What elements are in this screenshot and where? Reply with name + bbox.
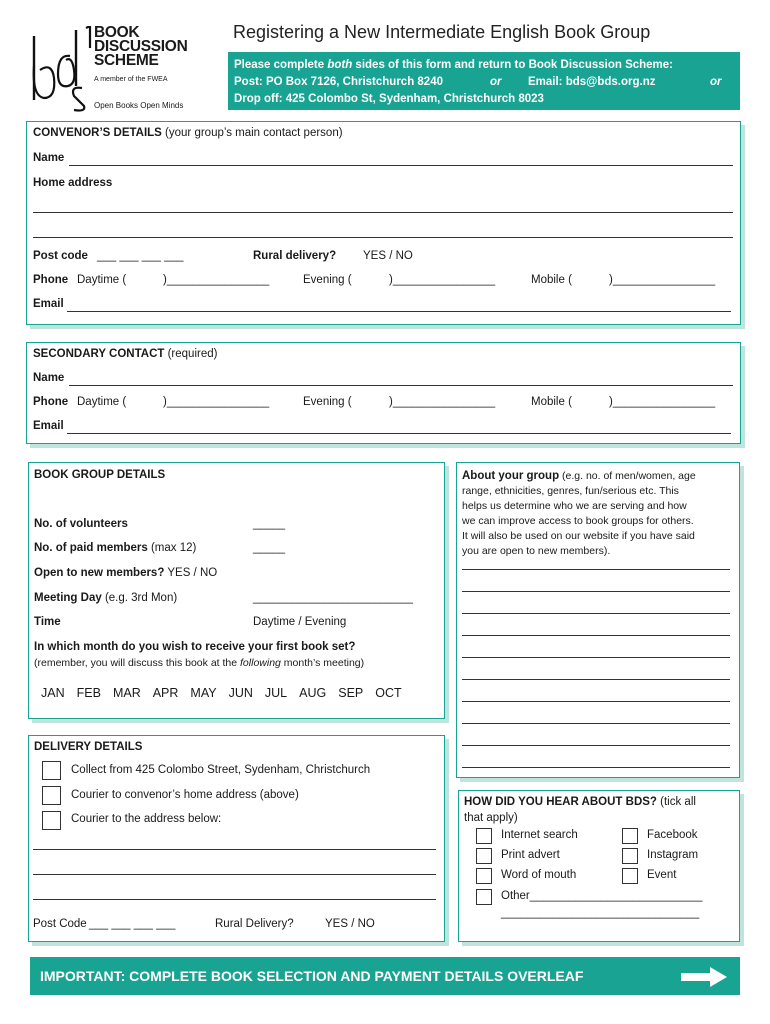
instructions-email: Email: bds@bds.org.nz xyxy=(528,76,656,88)
about-group-section xyxy=(456,462,740,778)
about-field[interactable] xyxy=(462,569,730,570)
home-address-label: Home address xyxy=(33,177,113,189)
email-label: Email xyxy=(33,298,64,310)
evening-label: Evening ( xyxy=(303,396,352,408)
about-group-text xyxy=(462,469,696,559)
volunteers-field[interactable]: _____ xyxy=(253,518,285,530)
about-field[interactable] xyxy=(462,613,730,614)
hear-heading-note: (tick all xyxy=(656,796,696,808)
convenor-heading xyxy=(33,127,343,139)
delivery-address-field[interactable] xyxy=(33,849,436,850)
important-footer xyxy=(30,957,740,995)
logo-name-line: SCHEME xyxy=(94,52,159,69)
month-option[interactable]: MAR xyxy=(112,686,141,700)
how-did-you-hear-section xyxy=(458,790,740,942)
about-heading: About your group xyxy=(462,470,560,482)
hear-heading xyxy=(464,796,696,808)
month-option[interactable]: JUN xyxy=(228,686,253,700)
reminder-text: (remember, you will discuss this book at the xyxy=(34,657,241,669)
footer-text: IMPORTANT: COMPLETE BOOK SELECTION AND PAYMENT DETAILS OVERLEAF xyxy=(40,968,584,984)
hear-other-field[interactable]: ___________________________ xyxy=(529,890,703,902)
about-field[interactable] xyxy=(462,723,730,724)
phone-label: Phone xyxy=(33,396,69,408)
name-field[interactable] xyxy=(69,165,733,166)
logo-name xyxy=(94,26,187,68)
hear-checkbox[interactable] xyxy=(476,868,492,884)
bds-logo-mark xyxy=(30,26,92,112)
daytime-label: Daytime ( xyxy=(77,396,127,408)
name-label: Name xyxy=(33,372,65,384)
month-option[interactable]: SEP xyxy=(338,686,364,700)
section-note: (required) xyxy=(164,348,218,360)
volunteers-label: No. of volunteers xyxy=(34,518,128,530)
secondary-contact-section xyxy=(26,342,741,444)
about-line: (e.g. no. of men/women, age xyxy=(559,470,696,482)
section-note: (your group’s main contact person) xyxy=(161,127,343,139)
label-text: Meeting Day xyxy=(34,592,102,604)
label-note: (e.g. 3rd Mon) xyxy=(101,592,178,604)
page-title: Registering a New Intermediate English Book Group xyxy=(233,22,651,42)
instructions-or: or xyxy=(710,76,722,88)
about-field[interactable] xyxy=(462,701,730,702)
logo-name-line: DISCUSSION xyxy=(94,38,188,55)
delivery-post-code-field[interactable]: ___ ___ ___ ___ xyxy=(89,918,176,930)
hear-option: Instagram xyxy=(647,849,699,861)
logo-name-line: BOOK xyxy=(94,24,140,41)
hear-option: Event xyxy=(647,869,677,881)
reminder-text: month’s meeting) xyxy=(280,657,365,669)
secondary-heading xyxy=(33,348,217,360)
hear-option-other xyxy=(501,890,702,902)
paid-members-field[interactable]: _____ xyxy=(253,542,285,554)
delivery-checkbox[interactable] xyxy=(42,811,61,830)
daytime-phone-field[interactable]: )________________ xyxy=(163,274,270,286)
label-text: Open to new members? xyxy=(34,567,165,579)
rural-delivery-label: Rural delivery? xyxy=(253,250,337,262)
month-option[interactable]: JUL xyxy=(264,686,288,700)
hear-option: Facebook xyxy=(647,829,698,841)
about-line: we can improve access to book groups for others. xyxy=(462,515,694,527)
month-option[interactable]: MAY xyxy=(190,686,217,700)
mobile-phone-field[interactable]: )________________ xyxy=(609,274,716,286)
logo-member-text: A member of the FWEA xyxy=(94,76,168,83)
instructions-emphasis: both xyxy=(327,59,353,71)
meeting-day-field[interactable]: _________________________ xyxy=(253,592,413,604)
evening-phone-field[interactable]: )________________ xyxy=(389,396,496,408)
post-code-label: Post code xyxy=(33,250,88,262)
paid-members-label xyxy=(34,542,196,554)
instructions-line-1 xyxy=(234,59,673,71)
hear-heading-note-2: that apply) xyxy=(464,812,518,824)
delivery-address-field[interactable] xyxy=(33,874,436,875)
hear-option: Print advert xyxy=(501,849,560,861)
daytime-phone-field[interactable]: )________________ xyxy=(163,396,270,408)
about-line: helps us determine who we are serving and how xyxy=(462,500,687,512)
book-group-heading: BOOK GROUP DETAILS xyxy=(34,469,166,481)
hear-checkbox[interactable] xyxy=(622,828,638,844)
delivery-post-code-label: Post Code xyxy=(33,918,87,930)
month-option[interactable]: FEB xyxy=(76,686,101,700)
about-line: It will also be used on our website if you have said xyxy=(462,530,695,542)
instructions-dropoff: Drop off: 425 Colombo St, Sydenham, Christchurch 8023 xyxy=(234,93,544,105)
hear-checkbox[interactable] xyxy=(622,848,638,864)
hear-option: Word of mouth xyxy=(501,869,577,881)
instructions-or: or xyxy=(490,76,502,88)
month-option[interactable]: JAN xyxy=(41,686,65,700)
email-label: Email xyxy=(33,420,64,432)
delivery-rural-options[interactable]: YES / NO xyxy=(325,918,375,930)
label-text: No. of paid members xyxy=(34,542,148,554)
phone-label: Phone xyxy=(33,274,69,286)
hear-checkbox[interactable] xyxy=(476,828,492,844)
delivery-checkbox[interactable] xyxy=(42,786,61,805)
delivery-address-field[interactable] xyxy=(33,899,436,900)
delivery-checkbox[interactable] xyxy=(42,761,61,780)
first-set-question: In which month do you wish to receive your first book set? xyxy=(34,641,356,653)
month-option[interactable]: AUG xyxy=(299,686,327,700)
instructions-text: sides of this form and return to Book Discussion Scheme: xyxy=(352,59,674,71)
time-label: Time xyxy=(34,616,61,628)
home-address-field[interactable] xyxy=(33,237,733,238)
about-field[interactable] xyxy=(462,635,730,636)
about-field[interactable] xyxy=(462,679,730,680)
hear-checkbox[interactable] xyxy=(622,868,638,884)
about-field[interactable] xyxy=(462,767,730,768)
secondary-name-field[interactable] xyxy=(69,385,733,386)
label-note: (max 12) xyxy=(147,542,197,554)
instructions-banner xyxy=(228,52,740,110)
hear-heading-text: HOW DID YOU HEAR ABOUT BDS? xyxy=(464,796,657,808)
about-line: range, ethnicities, genres, fun/serious etc. This xyxy=(462,485,679,497)
instructions-post: Post: PO Box 7126, Christchurch 8240 xyxy=(234,76,443,88)
daytime-label: Daytime ( xyxy=(77,274,127,286)
mobile-phone-field[interactable]: )________________ xyxy=(609,396,716,408)
delivery-section xyxy=(28,735,445,942)
about-line: you are open to new members). xyxy=(462,545,611,557)
mobile-label: Mobile ( xyxy=(531,274,572,286)
open-to-new-options[interactable]: YES / NO xyxy=(164,567,218,579)
logo-tagline: Open Books Open Minds xyxy=(94,101,184,110)
hear-checkbox[interactable] xyxy=(476,889,492,905)
mobile-label: Mobile ( xyxy=(531,396,572,408)
book-group-section xyxy=(28,462,445,719)
name-label: Name xyxy=(33,152,65,164)
time-options[interactable]: Daytime / Evening xyxy=(253,616,347,628)
about-field[interactable] xyxy=(462,657,730,658)
month-option[interactable]: APR xyxy=(152,686,179,700)
section-heading: CONVENOR’S DETAILS xyxy=(33,127,162,139)
section-heading: SECONDARY CONTACT xyxy=(33,348,165,360)
post-code-field[interactable]: ___ ___ ___ ___ xyxy=(97,250,184,262)
about-field[interactable] xyxy=(462,591,730,592)
open-to-new-label xyxy=(34,567,217,579)
arrow-right-icon xyxy=(680,966,728,988)
convenor-section xyxy=(26,121,741,325)
delivery-heading: DELIVERY DETAILS xyxy=(34,741,143,753)
month-options xyxy=(41,686,402,700)
hear-other-field-2[interactable]: _______________________________ xyxy=(501,907,700,919)
first-set-reminder xyxy=(34,657,364,669)
rural-delivery-options[interactable]: YES / NO xyxy=(363,250,413,262)
evening-phone-field[interactable]: )________________ xyxy=(389,274,496,286)
about-field[interactable] xyxy=(462,745,730,746)
secondary-email-field[interactable] xyxy=(67,433,731,434)
instructions-text: Please complete xyxy=(234,59,328,71)
evening-label: Evening ( xyxy=(303,274,352,286)
delivery-rural-label: Rural Delivery? xyxy=(215,918,294,930)
reminder-emphasis: following xyxy=(240,657,281,669)
month-option[interactable]: OCT xyxy=(375,686,402,700)
hear-checkbox[interactable] xyxy=(476,848,492,864)
delivery-option: Courier to convenor’s home address (above) xyxy=(71,789,299,801)
hear-option: Other xyxy=(501,890,530,902)
home-address-field[interactable] xyxy=(33,212,733,213)
email-field[interactable] xyxy=(67,311,731,312)
meeting-day-label xyxy=(34,592,177,604)
delivery-option: Courier to the address below: xyxy=(71,813,222,825)
hear-option: Internet search xyxy=(501,829,578,841)
delivery-option: Collect from 425 Colombo Street, Sydenham, Christchurch xyxy=(71,764,371,776)
